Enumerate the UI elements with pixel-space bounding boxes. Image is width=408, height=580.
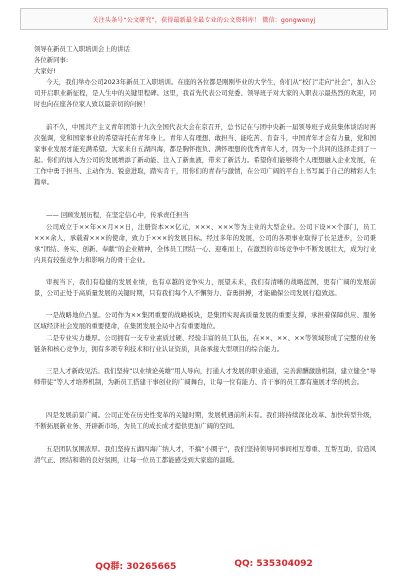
paragraph: 三是人才新政见活。我们坚持“以业绩论英雄”用人导向，打通人才发展的职业通道，完善薪酬激励机制，建立健全“导师带徒”等人才培养机制，为新员工搭建干事创业的广阔舞台，让每一位有能力、肯干事的员工都有施展才华的机会。 [34,366,376,386]
promo-banner-text: 关注头条号“公文研究”，获得最新最全最专业的公文资料库！ 微信：gongwenyj [92,16,316,24]
section-heading: —— 回顾发展历程，在坚定信心中，传承责任担当 [46,211,189,220]
contact-footer [0,559,408,572]
salutation: 各位新同事: [34,56,69,65]
paragraph: 二是专业实力雄厚。公司拥有一支专业素质过硬、经验丰富的员工队伍，在××、××、××等领域形成了完整的业务链条和核心竞争力，拥有多项专利技术和行业认证资质，具备承接大型项目的综合能力。 [34,333,376,353]
document-body [34,44,376,477]
promo-banner [20,8,388,30]
paragraph: 今天，我们举办公司2023年新员工入职培训。在座的各位都是刚刚毕业的大学生，你们从“校门”走向“社会”，加入公司开启职业新征程，是人生中的关键里程碑。这里，我首先代表公司党委、领导班子对大家的入职表示最热烈的欢迎，同时也向在座各位家人致以最亲切的问候！ [34,78,376,109]
paragraph: 五是团队氛围浓厚。我们坚持五湖四海广纳人才，不搞“小圈子”，我们坚持领导同事间相互尊重、互帮互助，营造风清气正、团结和谐的良好氛围，让每一位员工都能感受到大家庭的温暖。 [34,444,376,464]
paragraph: 四是发展前景广阔。公司正处在历史性变革的关键时期，发展机遇前所未有。我们将持续深化改革、加快转型升级，不断拓展新业务、开辟新市场，为员工的成长成才提供更加广阔的空间。 [34,411,376,431]
paragraph: 前不久，中国共产主义青年团第十九次全国代表大会在京召开，总书记在与团中央新一届领导班子成员集体谈话时再次强调，党和国家事业的希望寄托在青年身上。青年人有理想、敢担当、能吃苦、肯奋斗，中国青年才会有力量，党和国家事业发展才能充满希望。大家来自五湖四海，都是胸怀抱负、满怀理想的优秀青年人才，因为一个共同的选择走到了一起。你们的加入为公司的发展增添了新动能、注入了新血液，带来了新活力。希望你们能够将个人理想融入企业发展，在工作中勇于担当、主动作为、锐意进取，踏实肯干，用你们的青春与激情，在公司广阔的平台上书写属于自己的精彩人生篇章。 [34,122,376,187]
paragraph: 公司成立于××年××月××日，注册资本××亿元，×××、×××等为主业的大型企业。公司下设××个部门，员工×××余人，承载着×××的使命，致力于×××的发展目标。经过多年的发展，公司的各项事业取得了长足进步，公司秉承“团结、务实、创新、奉献”的企业精神，全体员工团结一心、迎难而上，在激烈的市场竞争中不断发展壮大，成为行业内具有较强竞争力和影响力的骨干企业。 [34,222,376,264]
qq-group-label: QQ群: 30265665 [95,562,177,572]
qq-label: QQ: 535304092 [234,559,313,569]
greeting: 大家好! [34,67,56,76]
paragraph: 审视当下，我们有稳健的发展业绩，也有卓越的竞争实力，展望未来，我们有清晰的战略蓝图，更有广阔的发展前景，公司正处于高质量发展的关键时期，只有我们每个人不懈努力、奋勇拼搏，才能确保公司发展行稳致远。 [34,278,376,298]
document-title: 领导在新员工入职培训会上的讲话 [34,45,130,53]
paragraph: 一是战略地位凸显。公司作为××集团重要的战略板块，是集团实现高质量发展的重要支撑，承担着保障供应、服务区域经济社会发展的重要使命，在集团发展全局中占有重要地位。 [34,311,376,331]
